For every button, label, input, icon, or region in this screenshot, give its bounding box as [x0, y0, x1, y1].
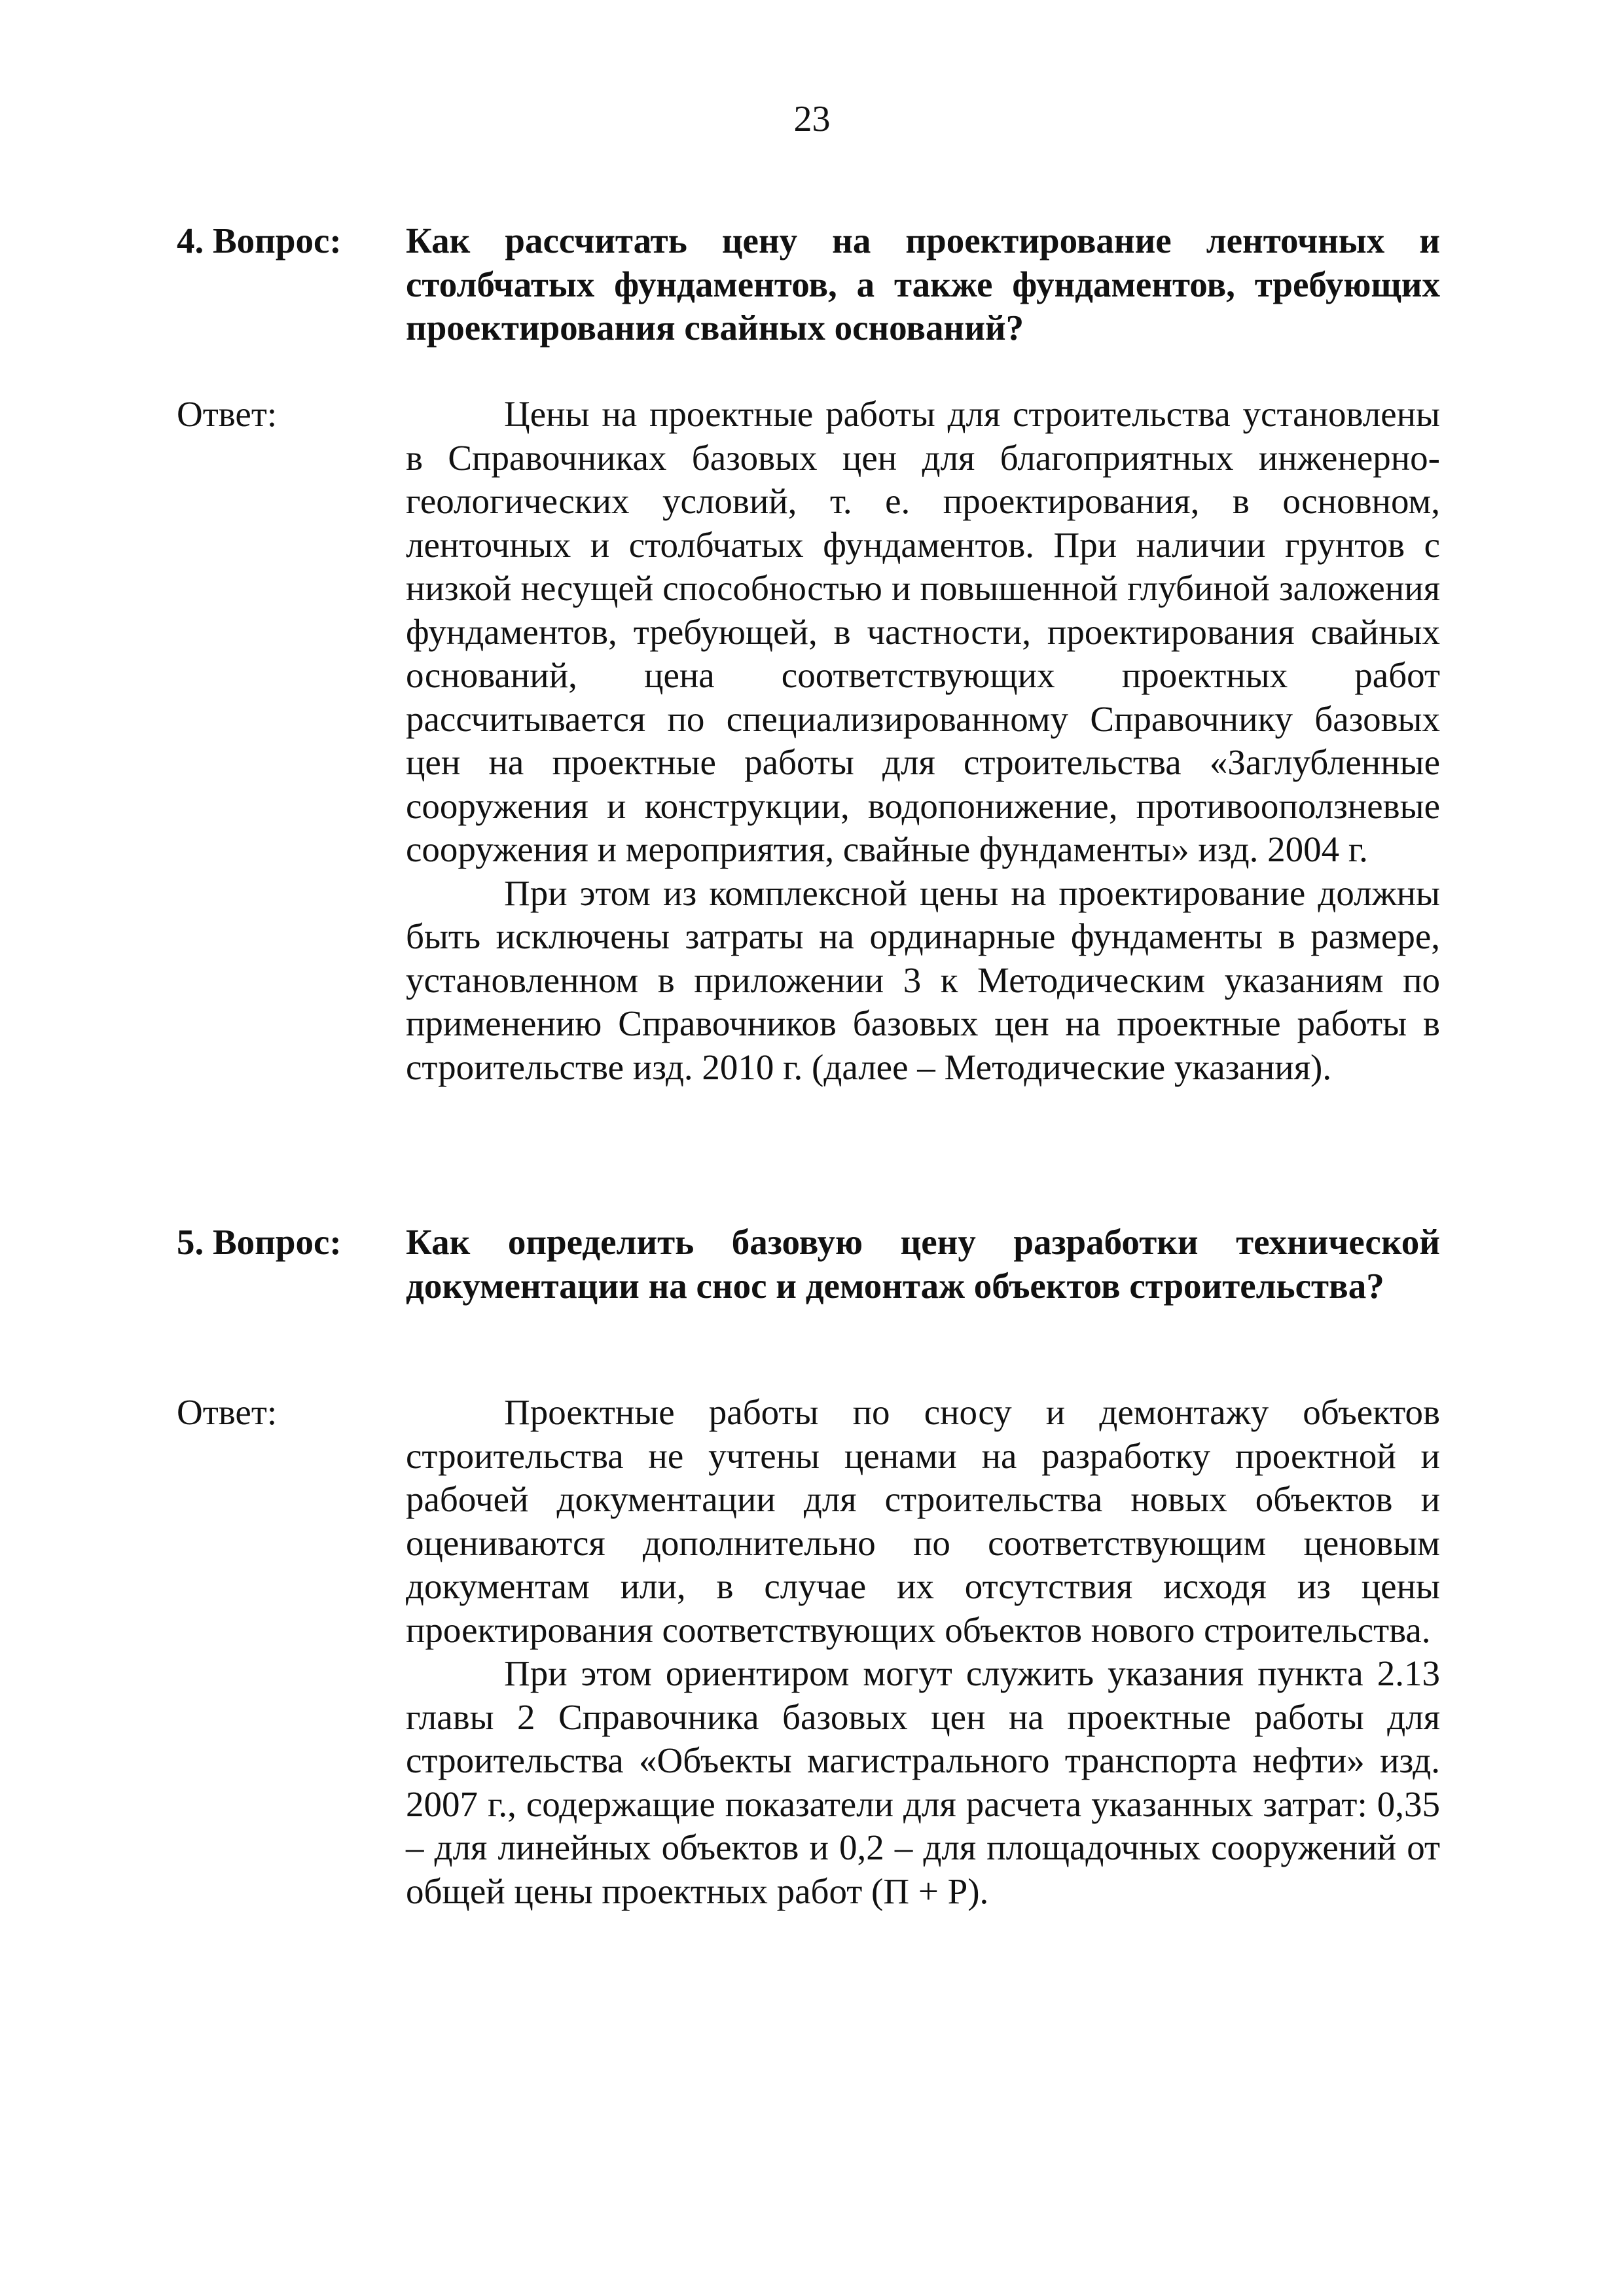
answer-5-paragraph-1: Проектные работы по сносу и демонтажу объектов строительства не учтены ценами на разработку проектной и рабочей документации для строительства новых объектов и оцениваются дополнительно по соответствующим ценовым документам или, в случае их отсутствия исходя из цены проектирования соответствующих объектов нового строительства.	[406, 1392, 1440, 1650]
question-4	[177, 219, 1440, 350]
answer-5-paragraph-2: При этом ориентиром могут служить указания пункта 2.13 главы 2 Справочника базовых цен на проектные работы для строительства «Объекты магистрального транспорта нефти» изд. 2007 г., содержащие показатели для расчета указанных затрат: 0,35 – для линейных объектов и 0,2 – для площадочных сооружений от общей цены проектных работ (П + Р).	[406, 1653, 1440, 1911]
question-5-label: 5. Вопрос:	[177, 1222, 342, 1262]
question-5	[177, 1221, 1440, 1308]
answer-5-label: Ответ:	[177, 1392, 278, 1432]
question-5-text: Как определить базовую цену разработки технической документации на снос и демонтаж объектов строительства?	[406, 1222, 1440, 1306]
answer-5-text	[406, 1391, 1440, 1913]
question-4-text: Как рассчитать цену на проектирование ленточных и столбчатых фундаментов, а также фундаментов, требующих проектирования свайных оснований?	[406, 221, 1440, 348]
answer-4-paragraph-1: Цены на проектные работы для строительства установлены в Справочниках базовых цен для благоприятных инженерно-геологических условий, т. е. проектирования, в основном, ленточных и столбчатых фундаментов. При наличии грунтов с низкой несущей способностью и повышенной глубиной заложения фундаментов, требующей, в частности, проектирования свайных оснований, цена соответствующих проектных работ рассчитывается по специализированному Справочнику базовых цен на проектные работы для строительства «Заглубленные сооружения и конструкции, водопонижение, противооползневые сооружения и мероприятия, свайные фундаменты» изд. 2004 г.	[406, 394, 1440, 869]
question-4-label: 4. Вопрос:	[177, 221, 342, 260]
page-number: 23	[793, 99, 831, 139]
answer-5	[177, 1391, 1440, 1913]
answer-4-label: Ответ:	[177, 394, 278, 434]
answer-4-paragraph-2: При этом из комплексной цены на проектирование должны быть исключены затраты на ординарные фундаменты в размере, установленном в приложении 3 к Методическим указаниям по применению Справочников базовых цен на проектные работы в строительстве изд. 2010 г. (далее – Методические указания).	[406, 872, 1440, 1087]
answer-4-text	[406, 393, 1440, 1089]
answer-4	[177, 393, 1440, 1089]
